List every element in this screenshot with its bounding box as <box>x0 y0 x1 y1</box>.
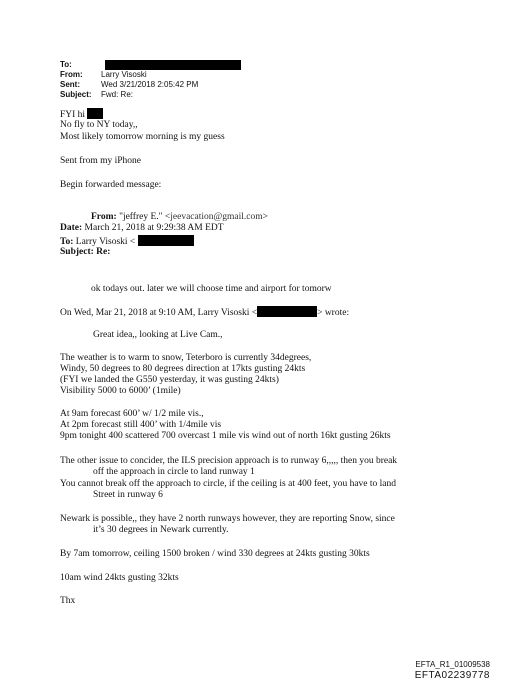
footer-ref-1: EFTA_R1_01009538 <box>415 660 490 669</box>
fwd-to-label: To: <box>60 237 74 247</box>
body-likely: Most likely tomorrow morning is my guess <box>60 132 225 142</box>
reply-text: ok todays out. later we will choose time and airport for tomorw <box>91 284 332 294</box>
quote-p5: By 7am tomorrow, ceiling 1500 broken / wind 330 degrees at 24kts gusting 30kts <box>60 549 370 559</box>
subject-label: Subject: <box>60 90 92 99</box>
quote-p1-line: Windy, 50 degrees to 80 degrees direction at 17kts gusting 24kts <box>60 364 306 374</box>
quote-p3-line: Street in runway 6 <box>93 490 163 500</box>
email-header <box>60 60 241 100</box>
body-fyi: FYI hi <box>60 108 103 121</box>
redaction-bar <box>138 235 194 246</box>
fwd-date-line <box>60 223 224 234</box>
body-begin-forwarded: Begin forwarded message: <box>60 180 162 190</box>
redaction-bar <box>257 306 317 317</box>
fwd-from-line: From: "jeffrey E." <jeevacation@gmail.com> <box>91 212 268 222</box>
header-from-row <box>60 70 241 80</box>
quote-p3-line: off the approach in circle to land runway 1 <box>93 467 255 477</box>
redaction-bar <box>87 108 103 119</box>
quote-p2-line: 9pm tonight 400 scattered 700 overcast 1 mile vis wind out of north 16kt gusting 26kts <box>60 431 391 441</box>
fwd-subject-line <box>60 247 110 258</box>
header-subject-row <box>60 90 241 100</box>
fwd-from-value: "jeffrey E." < <box>119 212 171 222</box>
fwd-subject-value: Re: <box>96 247 111 257</box>
quote-p6: 10am wind 24kts gusting 32kts <box>60 573 179 583</box>
quote-p1-line: Visibility 5000 to 6000’ (1mile) <box>60 386 181 396</box>
quote-p2-line: At 2pm forecast still 400’ with 1/4mile vis <box>60 420 222 430</box>
quote-p1-line: The weather is to warm to snow, Teterboro is currently 34degrees, <box>60 353 312 363</box>
body-no-fly: No fly to NY today,, <box>60 120 138 130</box>
fwd-date-value: March 21, 2018 at 9:29:38 AM EDT <box>84 223 224 233</box>
from-label: From: <box>60 70 83 79</box>
from-value: Larry Visoski <box>101 70 147 79</box>
footer-ref-2: EFTA02239778 <box>414 670 490 681</box>
body-sent-from: Sent from my iPhone <box>60 156 142 166</box>
fwd-to-value: Larry Visoski < <box>75 237 136 247</box>
fwd-date-label: Date: <box>60 223 83 233</box>
quote-p2-line: At 9am forecast 600’ w/ 1/2 mile vis., <box>60 409 204 419</box>
header-to-row <box>60 60 241 70</box>
redaction-bar <box>105 60 241 70</box>
header-sent-row <box>60 80 241 90</box>
fwd-subject-label: Subject: <box>60 247 94 257</box>
quote-thx: Thx <box>60 596 76 606</box>
quote-p1-line: (FYI we landed the G550 yesterday, it was gusting 24kts) <box>60 375 279 385</box>
to-label: To: <box>60 60 72 69</box>
sent-label: Sent: <box>60 80 80 89</box>
quote-great-idea: Great idea,, looking at Live Cam., <box>93 330 223 340</box>
quote-p3-line: You cannot break off the approach to circle, if the ceiling is at 400 feet, you have to land <box>60 479 397 489</box>
sent-value: Wed 3/21/2018 2:05:42 PM <box>101 80 199 89</box>
quote-p4-line: it’s 30 degrees in Newark currently. <box>93 525 229 535</box>
quote-p3-line: The other issue to concider, the ILS precision approach is to runway 6,,,,, then you break <box>60 456 398 466</box>
quote-intro: On Wed, Mar 21, 2018 at 9:10 AM, Larry Visoski < > wrote: <box>60 308 350 318</box>
fwd-from-email-link[interactable]: jeevacation@gmail.com <box>170 212 263 222</box>
fwd-from-label: From: <box>91 212 117 222</box>
subject-value: Fwd: Re: <box>101 90 134 99</box>
quote-p4-line: Newark is possible,, they have 2 north runways however, they are reporting Snow, since <box>60 514 395 524</box>
